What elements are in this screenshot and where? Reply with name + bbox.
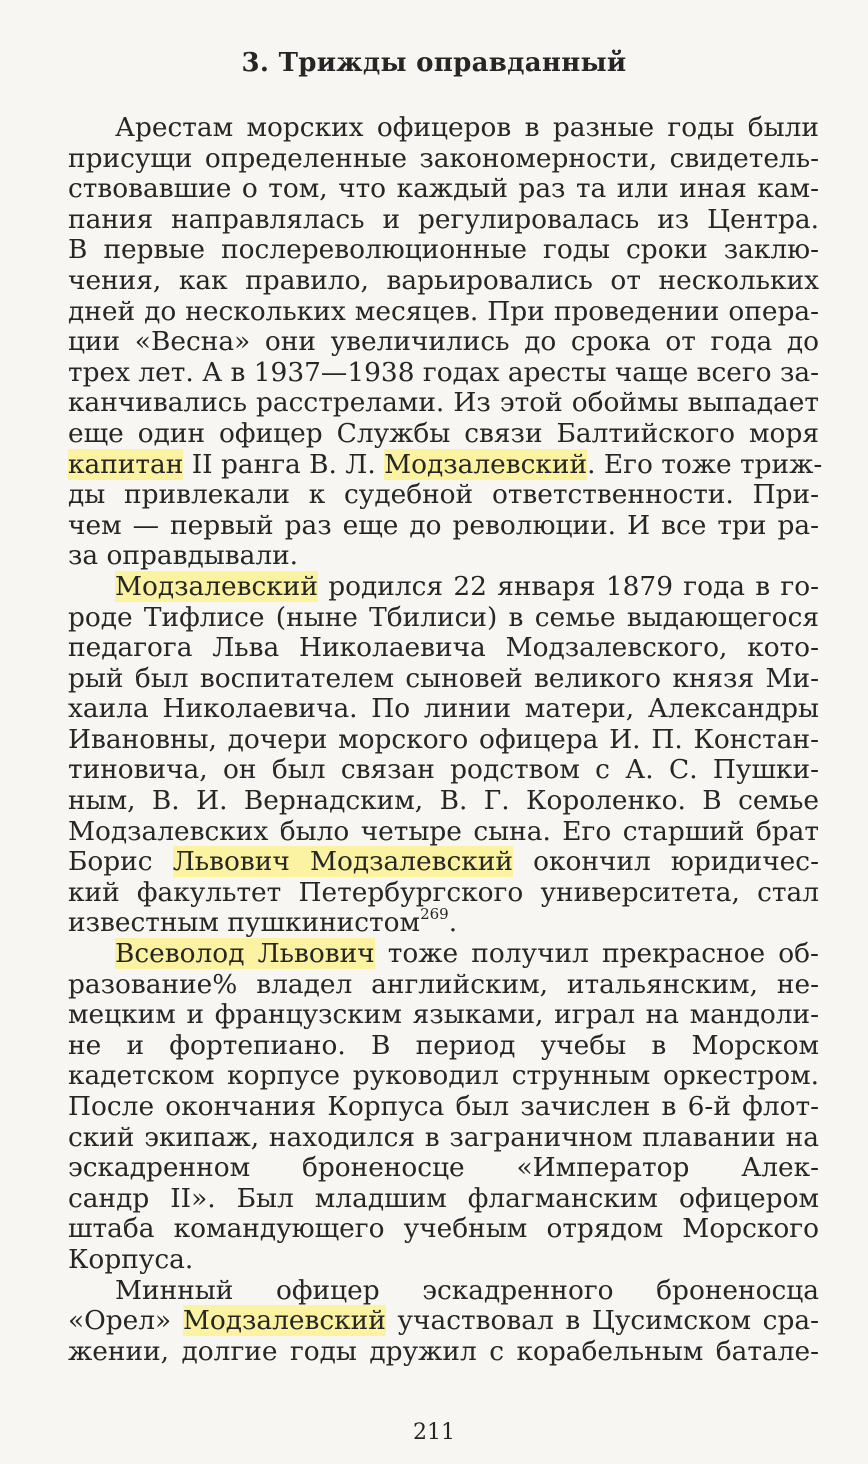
text-line: ствовавшие о том, что каждый раз та или иная кам- — [68, 173, 819, 205]
highlighted-text: Львович Модзалевский — [172, 846, 513, 878]
text-line: кий факультет Петербургского университета, стал — [68, 876, 819, 908]
text-line: ции «Весна» они увеличились до срока от года до — [68, 326, 819, 358]
highlighted-text: Всеволод Львович — [115, 938, 375, 970]
text-line: Ивановны, дочери морского офицера И. П. Констан- — [68, 723, 819, 755]
text-line: жении, долгие годы дружил с корабельным батале- — [68, 1335, 819, 1367]
text-line: не и фортепиано. В период учебы в Морском — [68, 1029, 819, 1061]
text-line — [68, 1306, 819, 1337]
text-line — [68, 939, 819, 970]
page-number: 211 — [413, 1420, 455, 1445]
text-line: После окончания Корпуса был зачислен в 6-й флот- — [68, 1091, 819, 1122]
text-line: за оправдывали. — [68, 540, 299, 572]
text-fragment: II ранга В. Л. — [183, 448, 385, 480]
text-line — [68, 847, 819, 878]
text-line: чения, как правило, варьировались от нескольких — [68, 264, 819, 296]
text-line: педагога Льва Николаевича Модзалевского, кото- — [68, 632, 819, 664]
text-fragment: известным пушкинистом — [68, 907, 421, 939]
text-line: Модзалевских было четыре сына. Его старший брат — [68, 815, 819, 847]
text-fragment: . Его тоже триж- — [587, 448, 823, 480]
text-line: В первые послереволюционные годы сроки заклю- — [68, 234, 819, 266]
text-line — [68, 572, 819, 603]
highlighted-text: капитан — [68, 448, 184, 480]
highlighted-text: Модзалевский — [115, 570, 318, 602]
text-fragment: Борис — [68, 846, 173, 878]
text-line: ды привлекали к судебной ответственности. При- — [68, 479, 819, 511]
text-line: присущи определенные закономерности, свидетель- — [68, 142, 819, 174]
text-fragment: тоже получил прекрасное об- — [374, 938, 819, 970]
text-line: ным, В. И. Вернадским, В. Г. Короленко. В семье — [68, 785, 819, 817]
text-line — [68, 448, 823, 481]
text-line: разование% владел английским, итальянским, не- — [68, 968, 819, 1000]
text-line: кадетском корпусе руководил струнным оркестром. — [68, 1060, 819, 1092]
body-text — [68, 112, 823, 1367]
text-line: дней до нескольких месяцев. При проведении опера- — [68, 295, 819, 327]
text-line: канчивались расстрелами. Из этой обоймы выпадает — [68, 387, 819, 419]
text-fragment: . — [448, 907, 458, 939]
text-line: чем — первый раз еще до революции. И все три ра- — [68, 509, 819, 541]
text-line: Арестам морских офицеров в разные годы были — [115, 112, 819, 143]
text-line: Корпуса. — [68, 1243, 194, 1275]
text-line: Минный офицер эскадренного броненосца — [115, 1274, 819, 1306]
highlighted-text: Модзалевский — [182, 1305, 386, 1337]
text-line: ский экипаж, находился в заграничном плавании на — [68, 1121, 819, 1153]
highlighted-text: Модзалевский — [384, 448, 588, 480]
text-line: штаба командующего учебным отрядом Морского — [68, 1213, 819, 1245]
text-fragment: «Орел» — [68, 1305, 183, 1337]
text-fragment: родился 22 января 1879 года в го- — [317, 570, 819, 602]
text-line: сандр II». Был младшим флагманским офицером — [68, 1182, 819, 1214]
text-fragment: участвовал в Цусимском сра- — [385, 1305, 820, 1337]
text-fragment: окончил юридичес- — [512, 846, 819, 878]
text-line: эскадренном броненосце «Император Алек- — [68, 1152, 819, 1184]
chapter-title: 3. Трижды оправданный — [241, 48, 627, 78]
text-line: еще один офицер Службы связи Балтийского моря — [68, 417, 819, 449]
text-line: рый был воспитателем сыновей великого князя Ми- — [68, 662, 819, 694]
text-line: мецким и французским языками, играл на мандоли- — [68, 999, 819, 1031]
text-line: пания направлялась и регулировалась из Центра. — [68, 203, 819, 235]
text-line: трех лет. А в 1937—1938 годах аресты чаще всего за- — [68, 356, 819, 388]
text-line: тиновича, он был связан родством с А. С. Пушки- — [68, 754, 819, 786]
footnote-ref: 269 — [420, 904, 449, 923]
text-line: хаила Николаевича. По линии матери, Александры — [68, 693, 819, 725]
text-line — [68, 904, 819, 939]
text-line: роде Тифлисе (ныне Тбилиси) в семье выдающегося — [68, 601, 819, 633]
